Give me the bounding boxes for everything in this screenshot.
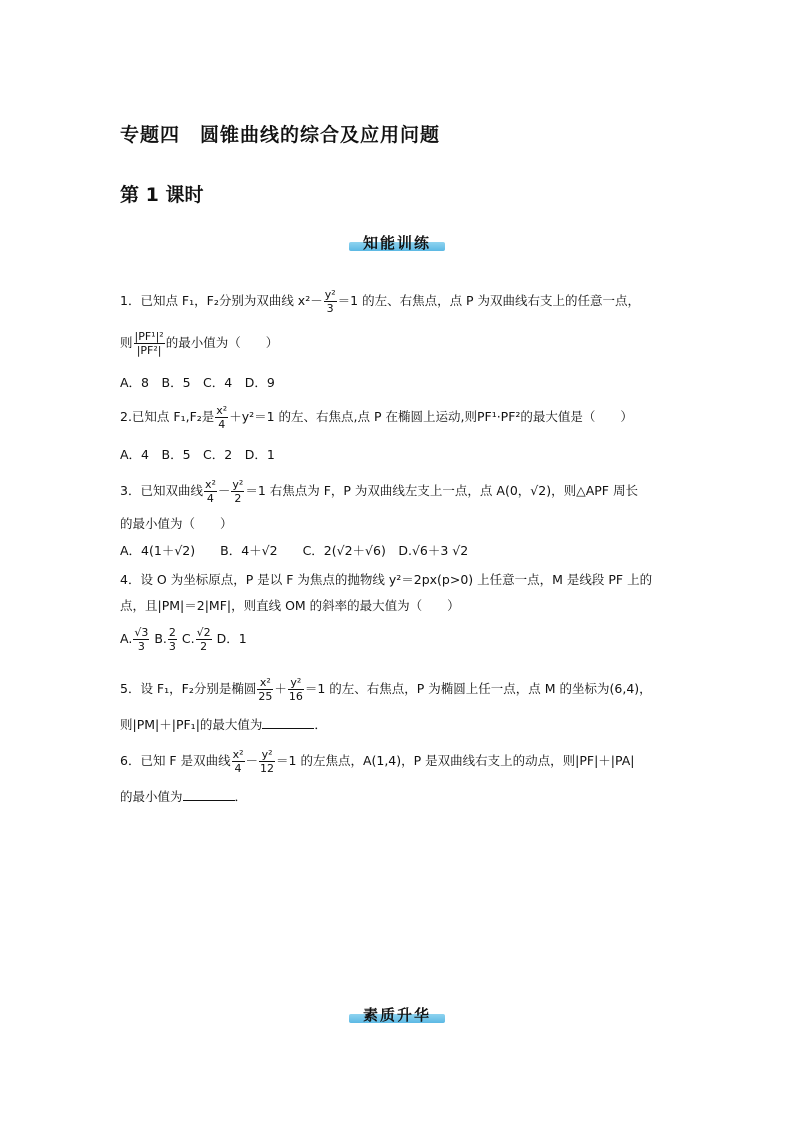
fraction: $\frac{\text{y²}}{2}$ [232, 478, 244, 505]
section-banner-top [349, 232, 445, 254]
question-4-options: A. $\frac{√3}{3}$ B. $\frac{2}{3}$ C. $\frac{√2}{2}$ D．1 [120, 626, 247, 653]
question-1-line-1: 1．已知点 F₁，F₂分别为双曲线 x²－ $\frac{\text{y²}}{3}$ ＝1 的左、右焦点，点 P 为双曲线右支上的任意一点， [120, 288, 641, 315]
question-1-line-2: 则 $\frac{\text{|PF¹|²}}{\text{|PF²|}}$ 的最小值为（ ） [120, 330, 279, 357]
question-4-line-2: 点，且|PM|＝2|MF|，则直线 OM 的斜率的最大值为（ ） [120, 598, 460, 613]
page-title: 专题四 圆锥曲线的综合及应用问题 [120, 124, 441, 146]
answer-blank[interactable] [262, 716, 314, 729]
fraction: $\frac{√2}{2}$ [196, 626, 211, 653]
question-6-line-1: 6．已知 F 是双曲线 $\frac{\text{x²}}{4}$ － $\frac{\text{y²}}{12}$ ＝1 的左焦点，A(1,4)，P 是双曲线右支上的动点，则|PF|＋|PA| [120, 748, 635, 775]
answer-blank[interactable] [183, 788, 235, 801]
banner-label: 素质升华 [362, 1006, 431, 1024]
question-2-line-1: 2.已知点 F₁,F₂是 $\frac{\text{x²}}{4}$ ＋y²＝1 的左、右焦点,点 P 在椭圆上运动,则PF¹·PF²的最大值是（ ） [120, 404, 633, 431]
question-3-line-2: 的最小值为（ ） [120, 516, 233, 531]
fraction: $\frac{\text{x²}}{4}$ [204, 478, 216, 505]
fraction: $\frac{\text{|PF¹|²}}{\text{|PF²|}}$ [134, 330, 164, 357]
section-banner-bottom [349, 1004, 445, 1026]
fraction: $\frac{2}{3}$ [168, 626, 176, 653]
question-1-options: A．8 B．5 C．4 D．9 [120, 375, 275, 390]
question-2-options: A．4 B．5 C．2 D．1 [120, 447, 275, 462]
fraction: $\frac{\text{x²}}{4}$ [232, 748, 244, 775]
question-4-line-1: 4．设 O 为坐标原点，P 是以 F 为焦点的抛物线 y²＝2px(p>0) 上任意一点，M 是线段 PF 上的 [120, 572, 653, 587]
question-6-line-2: 的最小值为 ． [120, 789, 248, 804]
fraction: $\frac{\text{x²}}{4}$ [216, 404, 228, 431]
question-3-line-1: 3．已知双曲线 $\frac{\text{x²}}{4}$ － $\frac{\text{y²}}{2}$ ＝1 右焦点为 F，P 为双曲线左支上一点，点 A(0，√2)，则△APF 周长 [120, 478, 638, 505]
question-5-line-2: 则|PM|＋|PF₁|的最大值为 ． [120, 717, 327, 732]
question-5-line-1: 5．设 F₁，F₂分别是椭圆 $\frac{\text{x²}}{25}$ ＋ $\frac{\text{y²}}{16}$ ＝1 的左、右焦点，P 为椭圆上任一点，点 M 的坐标为(6,4)， [120, 676, 652, 703]
fraction: $\frac{\text{y²}}{3}$ [324, 288, 336, 315]
lesson-heading: 第 1 课时 [120, 184, 204, 206]
fraction: $\frac{\text{y²}}{12}$ [260, 748, 275, 775]
fraction: $\frac{\text{x²}}{25}$ [258, 676, 273, 703]
question-3-options: A．4(1＋√2) B．4＋√2 C．2(√2＋√6) D.√6＋3 √2 [120, 543, 469, 558]
banner-label: 知能训练 [362, 234, 431, 252]
fraction: $\frac{\text{y²}}{16}$ [288, 676, 303, 703]
fraction: $\frac{√3}{3}$ [134, 626, 149, 653]
